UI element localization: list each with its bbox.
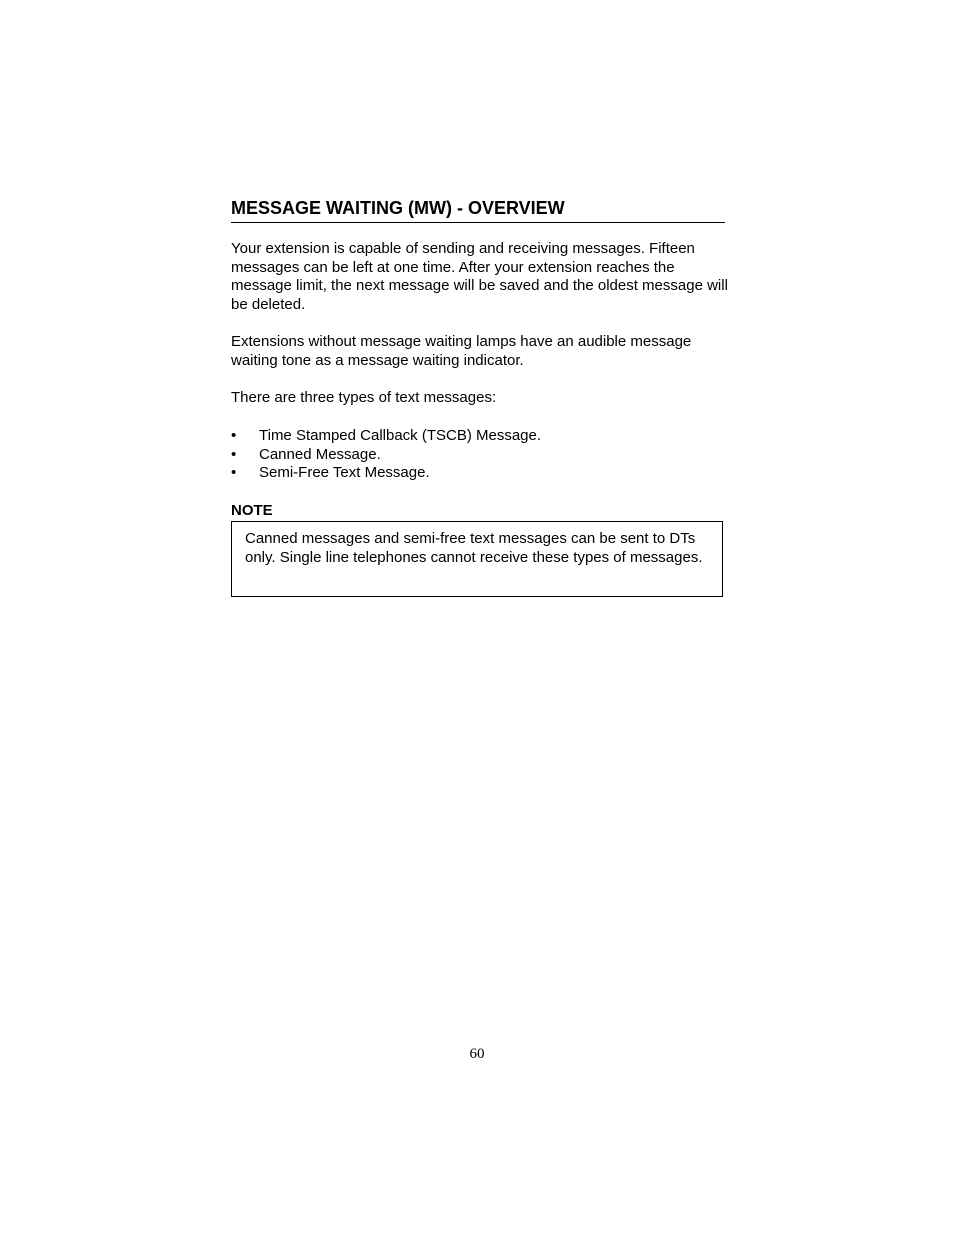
indicator-paragraph: Extensions without message waiting lamps have an audible message waiting tone as a message waiting indicator. xyxy=(231,333,692,369)
bullet-icon: • xyxy=(231,464,237,481)
page-number: 60 xyxy=(469,1046,485,1062)
list-item xyxy=(231,464,541,483)
bullet-icon: • xyxy=(231,427,237,444)
list-item xyxy=(231,446,541,465)
list-item-text: Time Stamped Callback (TSCB) Message. xyxy=(259,427,542,444)
note-label: NOTE xyxy=(231,502,273,519)
note-box xyxy=(231,521,723,597)
list-item-text: Canned Message. xyxy=(259,445,381,463)
message-types-list xyxy=(231,427,541,483)
note-text: Canned messages and semi-free text messages can be sent to DTs only. Single line telephones cannot receive these types of messages. xyxy=(245,530,703,566)
list-item xyxy=(231,427,541,446)
list-item-text: Semi-Free Text Message. xyxy=(259,464,430,481)
page-title: MESSAGE WAITING (MW) - OVERVIEW xyxy=(231,197,725,223)
types-intro-paragraph: There are three types of text messages: xyxy=(231,389,497,406)
intro-paragraph: Your extension is capable of sending and receiving messages. Fifteen messages can be left at one time. After your extension reaches the message limit, the next message will be saved and the oldest message will be deleted. xyxy=(231,240,728,314)
bullet-icon: • xyxy=(231,445,237,463)
